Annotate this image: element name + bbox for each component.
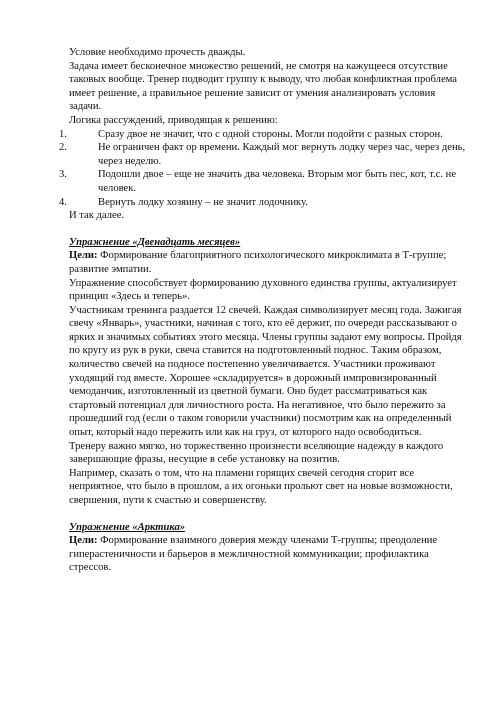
- list-number: 1.: [59, 128, 67, 140]
- goal-label: Цели:: [69, 250, 98, 262]
- list-number: 3.: [59, 169, 67, 181]
- goal-text: Формирование взаимного доверия между членами Т-группы; преодоление гиперастеничности и барьеров в межличностной коммуникации; профилактика стрессов.: [69, 535, 438, 574]
- exercise-paragraph: Упражнение способствует формированию духовного единства группы, актуализирует принцип «Здесь и теперь».: [69, 277, 457, 303]
- intro-line-2: Задача имеет бесконечное множество решений, не смотря на кажущееся отсутствие таковых вообще. Тренер подводит группу к выводу, что любая конфликтная проблема имеет решение, а правильное решение зависит от умения анализировать условия задачи.: [69, 60, 457, 113]
- spacer: [69, 223, 466, 236]
- list-number: 4.: [59, 196, 67, 208]
- list-text: Сразу двое не значит, что с одной стороны. Могли подойти с разных сторон.: [98, 128, 443, 140]
- intro-line-1: Условие необходимо прочесть дважды.: [69, 47, 246, 58]
- closing-line: И так далее.: [69, 210, 125, 222]
- list-item: [59, 168, 466, 195]
- list-item: [59, 141, 466, 168]
- exercise-goal: [69, 249, 466, 276]
- list-text: Не ограничен факт ор времени. Каждый мог вернуть лодку через час, через день, через неделю.: [98, 142, 466, 167]
- exercise-paragraph: Тренеру важно мягко, но торжественно произнести вселяющие надежду в каждого завершающие фразы, несущие в себе установку на позитив.: [69, 440, 444, 466]
- goal-text: Формирование благоприятного психологического микроклимата в Т-группе; развитие эмпатии.: [69, 250, 447, 275]
- goal-label: Цели:: [69, 535, 98, 547]
- exercise-paragraph: Участникам тренинга раздается 12 свечей. Каждая символизирует месяц года. Зажигая свечу «Январь», участники, начиная с того, кто её держит, по очереди рассказывают о ярких и значимых событиях этого месяца. Члены группы задают ему вопросы. Пройдя по кругу из рук в руки, свеча ставится на подготовленный поднос. Таким образом, количество свечей на подносе постепенно увеличивается. Участники проживают уходящий год вместе. Хорошее «складируется» в дорожный импровизированный чемоданчик, изготовленный из цветной бумаги. Оно будет рассматриваться как стартовый потенциал для личностного роста. На негативное, что было пережито за прошедший год (если о таком говорили участники) посмотрим как на определенный опыт, который надо пережить или как на груз, от которого надо освободиться.: [69, 304, 462, 439]
- spacer: [69, 508, 466, 521]
- intro-line-3: Логика рассуждений, приводящая к решению:: [69, 114, 278, 126]
- list-number: 2.: [59, 142, 67, 154]
- exercise-heading-months: Упражнение «Двенадцать месяцев»: [69, 236, 241, 248]
- list-item: [59, 196, 466, 210]
- list-text: Вернуть лодку хозяину – не значит лодочнику.: [98, 196, 308, 208]
- exercise-heading-arctic: Упражнение «Арктика»: [69, 521, 186, 533]
- exercise-paragraph: Например, сказать о том, что на пламени горящих свечей сегодня сгорит все неприятное, что было в прошлом, а их огоньки прольют свет на новые возможности, свершения, пути к счастью и совершенству.: [69, 467, 453, 506]
- exercise-goal: [69, 534, 466, 575]
- list-text: Подошли двое – еще не значить два человека. Вторым мог быть пес, кот, т.с. не человек.: [98, 169, 457, 194]
- list-item: [59, 128, 466, 142]
